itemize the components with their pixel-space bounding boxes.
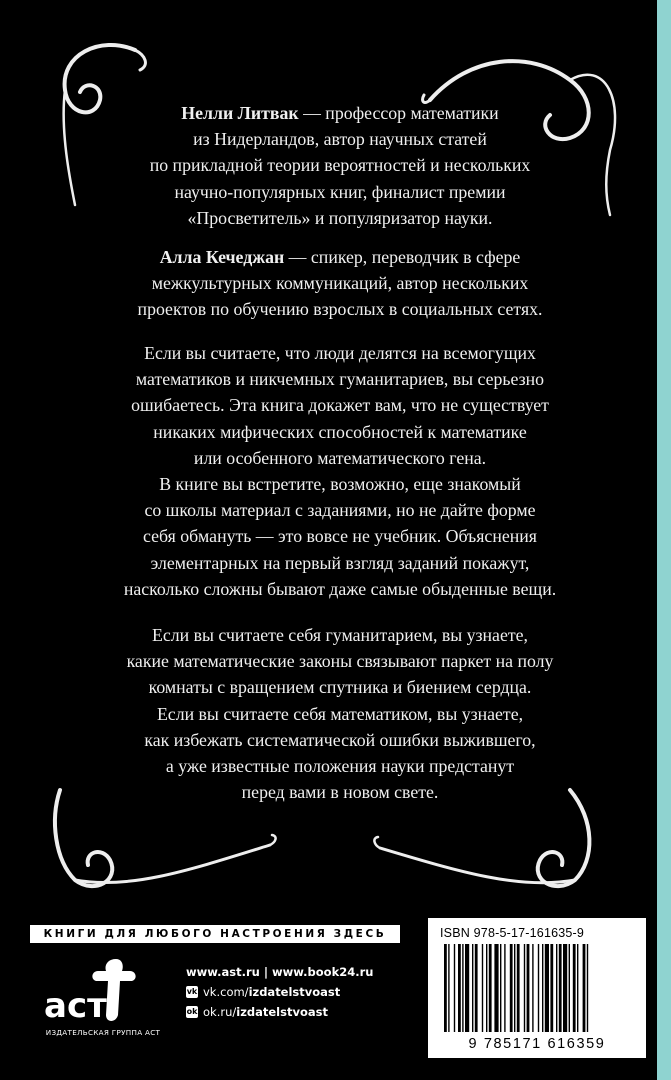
barcode-bar [550, 944, 553, 1032]
bio-line: проектов по обучению взрослых в социальных сетях. [137, 299, 543, 320]
ok-prefix: ok.ru/ [203, 1005, 237, 1019]
blurb-line: какие математические законы связывают паркет на полу [126, 651, 554, 672]
blurb-line: со школы материал с заданиями, но не дайте форме [144, 500, 536, 521]
spine-strip [657, 0, 671, 1080]
isbn-number: ISBN 978-5-17-161635-9 [440, 926, 585, 940]
barcode-bar [504, 944, 505, 1032]
blurb-line: как избежать систематической ошибки выжившего, [144, 729, 536, 750]
ast-logo [38, 955, 158, 1027]
vk-link[interactable] [186, 982, 373, 1002]
publisher-name: ИЗДАТЕЛЬСКАЯ ГРУППА АСТ [45, 1028, 161, 1037]
author-name-kechedzhan: Алла Кечеджан [159, 247, 285, 267]
barcode-bar [454, 944, 455, 1032]
barcode-bar [458, 944, 461, 1032]
blurb-line: перед вами в новом свете. [241, 782, 439, 803]
blurb-line: Если вы считаете себя математиком, вы узнаете, [156, 703, 524, 724]
bio-line: по прикладной теории вероятностей и нескольких [149, 155, 531, 176]
blurb-line: или особенного математического гена. [193, 447, 487, 468]
barcode-bar [462, 944, 463, 1032]
barcode-bar [583, 944, 586, 1032]
barcode-bar [545, 944, 549, 1032]
vk-handle: izdatelstvoast [248, 985, 341, 999]
bio-line: «Просветитель» и популяризатор науки. [187, 207, 493, 228]
barcode-bar [486, 944, 487, 1032]
bio-line: из Нидерландов, автор научных статей [193, 129, 487, 150]
barcode-bar [465, 944, 469, 1032]
barcode-bar [517, 944, 520, 1032]
blurb-paragraph-2 [70, 622, 610, 805]
author-bio-kechedzhan [70, 244, 610, 323]
barcode-bar [577, 944, 578, 1032]
author-bio-litvak [70, 100, 610, 231]
barcode-bar [510, 944, 513, 1032]
barcode-bar [500, 944, 501, 1032]
vk-icon: vk [186, 987, 198, 996]
barcode-bar [587, 944, 588, 1032]
logo-text: аст [44, 986, 107, 1026]
bio-line: — спикер, переводчик в сфере [284, 247, 521, 267]
bio-line: научно-популярных книг, финалист премии [174, 181, 506, 202]
blurb-line: Если вы считаете себя гуманитарием, вы узнаете, [152, 625, 528, 645]
barcode-bar [472, 944, 473, 1032]
barcode-bar [514, 944, 515, 1032]
barcode-bar [573, 944, 576, 1032]
blurb-line: элементарных на первый взгляд заданий покажут, [150, 552, 530, 573]
blurb-line: себя обмануть — это вовсе не учебник. Объяснения [143, 526, 537, 547]
blurb-line: Если вы считаете, что люди делятся на всемогущих [144, 343, 536, 363]
bio-line: — профессор математики [298, 103, 499, 123]
barcode-bar [527, 944, 530, 1032]
blurb-line: а уже известные положения науки предстанут [165, 756, 515, 777]
barcode-bar [475, 944, 478, 1032]
barcode-bar [556, 944, 557, 1032]
blurb-line: насколько сложны бывают даже самые обыденные вещи. [123, 578, 557, 599]
blurb-line: В книге вы встретите, возможно, еще знакомый [159, 474, 521, 495]
barcode-bar [569, 944, 570, 1032]
blurb-line: комнаты с вращением спутника и биением сердца. [148, 677, 532, 698]
author-name-litvak: Нелли Литвак [181, 103, 299, 123]
bio-line: межкультурных коммуникаций, автор нескольких [151, 273, 529, 294]
blurb-line: математиков и никчемных гуманитариев, вы серьезно [135, 369, 545, 390]
barcode-panel [428, 918, 646, 1058]
contact-links [186, 962, 373, 1022]
barcode-bar [542, 944, 543, 1032]
blurb-line: ошибаетесь. Эта книга докажет вам, что не существует [131, 395, 549, 416]
barcode-bar [444, 944, 447, 1032]
ok-icon: ok [186, 1007, 198, 1016]
barcode-bar [494, 944, 498, 1032]
barcode-bar [563, 944, 567, 1032]
barcode-bar [532, 944, 533, 1032]
barcode-bar [524, 944, 525, 1032]
barcode-digits: 9 785171 616359 [468, 1036, 606, 1052]
tagline-banner: КНИГИ ДЛЯ ЛЮБОГО НАСТРОЕНИЯ ЗДЕСЬ [30, 925, 400, 943]
ok-handle: izdatelstvoast [236, 1005, 328, 1019]
barcode-bar [482, 944, 483, 1032]
vk-prefix: vk.com/ [203, 985, 249, 999]
barcode-bar [489, 944, 492, 1032]
barcode-icon [440, 944, 634, 1036]
barcode-bar [448, 944, 449, 1032]
blurb-line: никаких мифических способностей к математике [153, 421, 527, 442]
barcode-bar [538, 944, 539, 1032]
ok-link[interactable] [186, 1002, 373, 1022]
barcode-bar [559, 944, 562, 1032]
blurb-paragraph-1 [70, 340, 610, 602]
website-links[interactable]: www.ast.ru | www.book24.ru [186, 965, 374, 979]
